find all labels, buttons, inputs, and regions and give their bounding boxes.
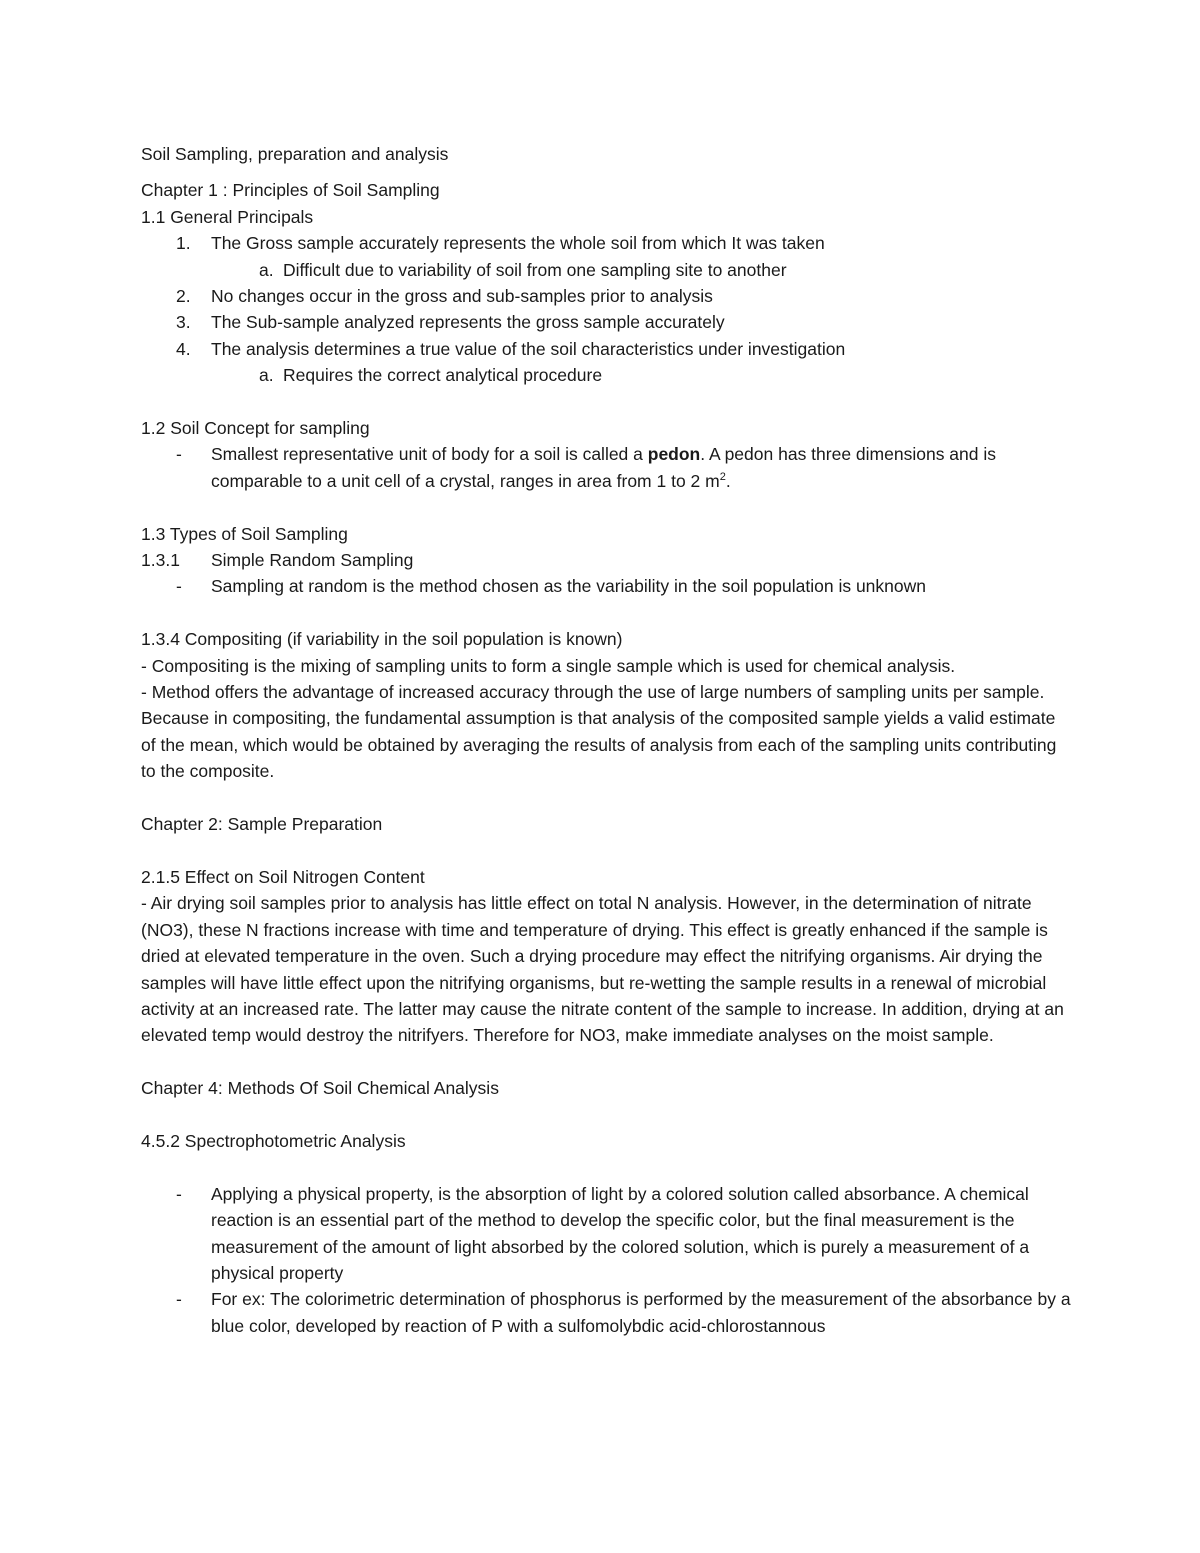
- paragraph: - Air drying soil samples prior to analysis has little effect on total N analysis. However, in the determination of nitrate (NO3), these N fractions increase with time and temperature of drying. This effect is greatly enhanced if the sample is dried at elevated temperature in the oven. Such a drying procedure may effect the nitrifying organisms. Air drying the samples will have little effect upon the nitrifying organisms, but re-wetting the sample results in a renewal of microbial activity at an increased rate. The latter may cause the nitrate content of the sample to increase. In addition, drying at an elevated temp would destroy the nitrifyers. Therefore for NO3, make immediate analyses on the moist sample.: [141, 893, 1064, 1046]
- list-marker: -: [176, 1289, 182, 1310]
- list-subitem: [141, 257, 1071, 283]
- list-item: [141, 283, 1071, 309]
- section-1-3-4-heading: 1.3.4 Compositing (if variability in the soil population is known): [141, 629, 623, 650]
- pedon-text-end: .: [725, 470, 731, 491]
- chapter-2-heading: Chapter 2: Sample Preparation: [141, 814, 383, 835]
- list-item-text: Sampling at random is the method chosen as the variability in the soil population is unknown: [211, 576, 926, 597]
- list-marker: 3.: [176, 312, 191, 333]
- pedon-text-before: Smallest representative unit of body for a soil is called a: [211, 444, 648, 465]
- list-marker: -: [176, 576, 182, 597]
- list-marker: 2.: [176, 286, 191, 307]
- list-item-text: Difficult due to variability of soil from one sampling site to another: [283, 259, 787, 280]
- list-marker: a.: [259, 365, 274, 386]
- pedon-term: pedon: [647, 444, 701, 465]
- paragraph: - Method offers the advantage of increased accuracy through the use of large numbers of sampling units per sample. Because in compositing, the fundamental assumption is that analysis of the composited sample yields a valid estimate of the mean, which would be obtained by averaging the results of analysis from each of the sampling units contributing to the composite.: [141, 682, 1057, 782]
- list-marker: 4.: [176, 338, 191, 359]
- section-2-1-5-heading: 2.1.5 Effect on Soil Nitrogen Content: [141, 866, 425, 887]
- section-4-5-2-heading: 4.5.2 Spectrophotometric Analysis: [141, 1130, 406, 1151]
- list-item-text: [211, 444, 996, 490]
- pedon-text-after: . A pedon has three dimensions and is comparable to a unit cell of a crystal, ranges in area from 1 to 2 m: [211, 444, 997, 491]
- list-item: [141, 309, 1071, 335]
- list-item: [141, 230, 1071, 256]
- list-item: [141, 573, 1071, 599]
- list-subitem: [141, 362, 1071, 388]
- list-item-text: No changes occur in the gross and sub-samples prior to analysis: [211, 286, 713, 307]
- chapter-4-heading: Chapter 4: Methods Of Soil Chemical Analysis: [141, 1078, 499, 1099]
- section-1-2-heading: 1.2 Soil Concept for sampling: [141, 418, 370, 439]
- list-item-text: Applying a physical property, is the absorption of light by a colored solution called absorbance. A chemical reaction is an essential part of the method to develop the specific color, but the final measurement is the measurement of the amount of light absorbed by the colored solution, which is purely a measurement of a physical property: [211, 1183, 1030, 1283]
- list-item-text: For ex: The colorimetric determination of phosphorus is performed by the measurement of the absorbance by a blue color, developed by reaction of P with a sulfomolybdic acid-chlorostannous: [211, 1289, 1071, 1336]
- list-item-text: The Sub-sample analyzed represents the gross sample accurately: [211, 312, 725, 333]
- list-marker: a.: [259, 259, 274, 280]
- subsection-1-3-1-heading: [141, 547, 1071, 573]
- list-marker: 1.: [176, 233, 191, 254]
- section-title: Simple Random Sampling: [211, 550, 414, 571]
- document-title: Soil Sampling, preparation and analysis: [141, 144, 449, 164]
- list-item-text: The analysis determines a true value of the soil characteristics under investigation: [211, 338, 846, 359]
- section-number: 1.3.1: [141, 550, 180, 571]
- section-1-3-heading: 1.3 Types of Soil Sampling: [141, 523, 348, 544]
- list-marker: -: [176, 444, 182, 465]
- section-1-1-heading: 1.1 General Principals: [141, 206, 314, 227]
- superscript: 2: [719, 471, 726, 484]
- paragraph: - Compositing is the mixing of sampling units to form a single sample which is used for chemical analysis.: [141, 655, 956, 676]
- document-body: [141, 141, 1071, 1339]
- list-item: [141, 1286, 1071, 1339]
- list-item-text: Requires the correct analytical procedure: [283, 365, 603, 386]
- list-item: [141, 1181, 1071, 1287]
- list-item-text: The Gross sample accurately represents the whole soil from which It was taken: [211, 233, 825, 254]
- list-marker: -: [176, 1183, 182, 1204]
- chapter-1-heading: Chapter 1 : Principles of Soil Sampling: [141, 180, 440, 201]
- list-item: [141, 441, 1071, 494]
- list-item: [141, 336, 1071, 362]
